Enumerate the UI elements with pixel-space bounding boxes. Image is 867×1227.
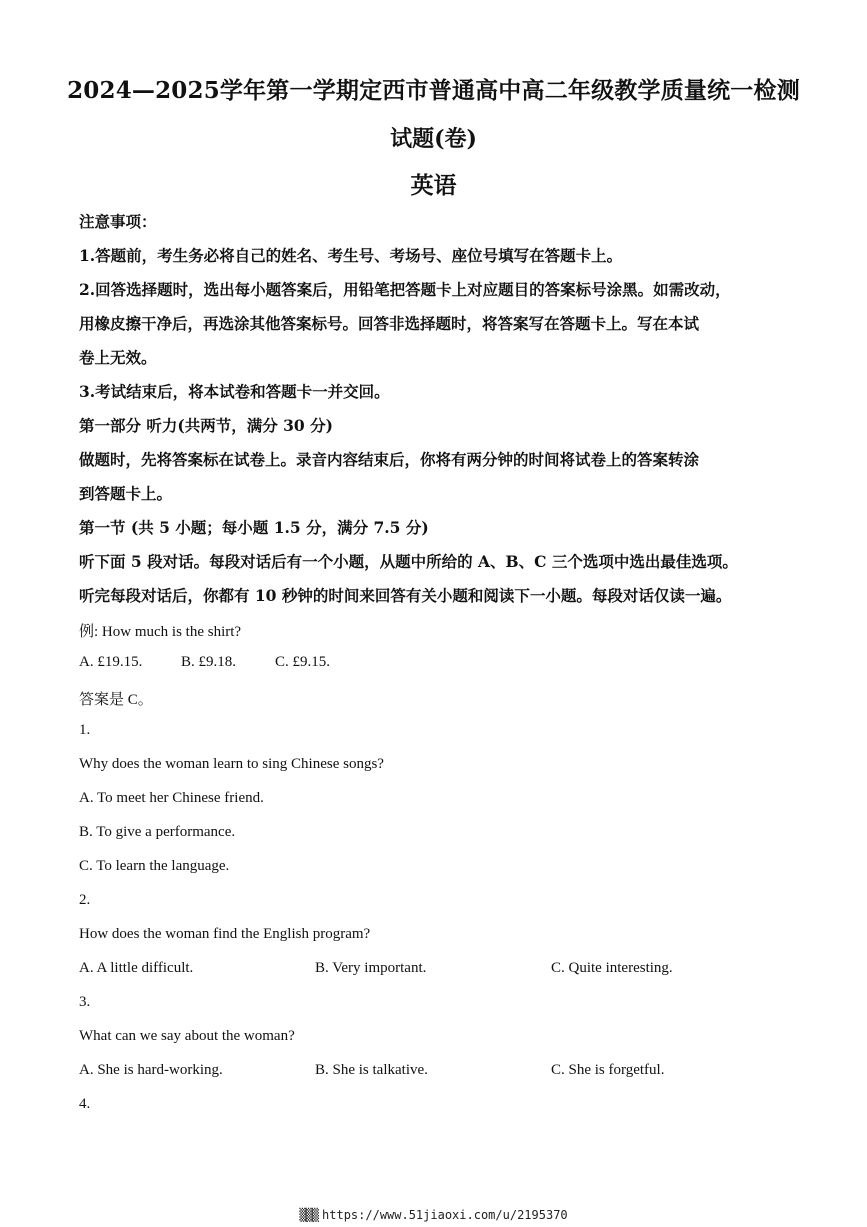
notice-item-1: 1.答题前，考生务必将自己的姓名、考生号、考场号、座位号填写在答题卡上。 [79, 246, 623, 265]
question-option-c: C. Quite interesting. [551, 960, 673, 976]
section-1-instruction-line-1: 听下面 5 段对话。每段对话后有一个小题，从题中所给的 A、B、C 三个选项中选出最佳选项。 [79, 552, 738, 571]
footer-source [0, 1208, 867, 1222]
notice-item-2-line-3: 卷上无效。 [79, 348, 157, 367]
question-option-b: B. She is talkative. [315, 1062, 428, 1078]
notice-item-3: 3.考试结束后，将本试卷和答题卡一并交回。 [79, 382, 390, 401]
footer-url-link[interactable]: https://www.51jiaoxi.com/u/2195370 [322, 1208, 568, 1222]
part-1-instruction-line-1: 做题时，先将答案标在试卷上。录音内容结束后，你将有两分钟的时间将试卷上的答案转涂 [79, 450, 700, 469]
part-1-instruction-line-2: 到答题卡上。 [79, 484, 173, 503]
notice-item-2-line-1: 2.回答选择题时，选出每小题答案后，用铅笔把答题卡上对应题目的答案标号涂黑。如需改动， [79, 280, 731, 299]
example-question: 例: How much is the shirt? [79, 624, 242, 640]
question-stem: What can we say about the woman? [79, 1028, 295, 1044]
example-option-a: A. £19.15. [79, 654, 143, 670]
question-option-c: C. She is forgetful. [551, 1062, 665, 1078]
part-1-title: 第一部分 听力(共两节，满分 30 分) [79, 416, 333, 435]
exam-title-suffix: 试题(卷) [390, 126, 477, 152]
question-option-c: C. To learn the language. [79, 858, 230, 874]
question-number: 4. [79, 1096, 91, 1112]
example-answer: 答案是 C。 [79, 692, 153, 708]
question-option-a: A. A little difficult. [79, 960, 194, 976]
example-option-b: B. £9.18. [181, 654, 237, 670]
section-1-title: 第一节 (共 5 小题；每小题 1.5 分，满分 7.5 分) [79, 518, 429, 537]
subject-title: 英语 [410, 172, 457, 199]
question-stem: Why does the woman learn to sing Chinese songs? [79, 756, 384, 772]
exam-title: 2024—2025学年第一学期定西市普通高中高二年级教学质量统一检测 [67, 77, 800, 104]
question-option-a: A. To meet her Chinese friend. [79, 790, 264, 806]
question-option-b: B. To give a performance. [79, 824, 236, 840]
question-number: 3. [79, 994, 91, 1010]
question-option-a: A. She is hard-working. [79, 1062, 223, 1078]
footer-prefix: ▒▒▒ [299, 1208, 319, 1222]
example-option-c: C. £9.15. [275, 654, 331, 670]
notice-item-2-line-2: 用橡皮擦干净后，再选涂其他答案标号。回答非选择题时，将答案写在答题卡上。写在本试 [79, 314, 700, 333]
question-stem: How does the woman find the English program? [79, 926, 371, 942]
notice-heading: 注意事项： [79, 212, 157, 231]
section-1-instruction-line-2: 听完每段对话后，你都有 10 秒钟的时间来回答有关小题和阅读下一小题。每段对话仅读一遍。 [79, 586, 732, 605]
question-number: 2. [79, 892, 91, 908]
question-option-b: B. Very important. [315, 960, 427, 976]
question-number: 1. [79, 722, 91, 738]
